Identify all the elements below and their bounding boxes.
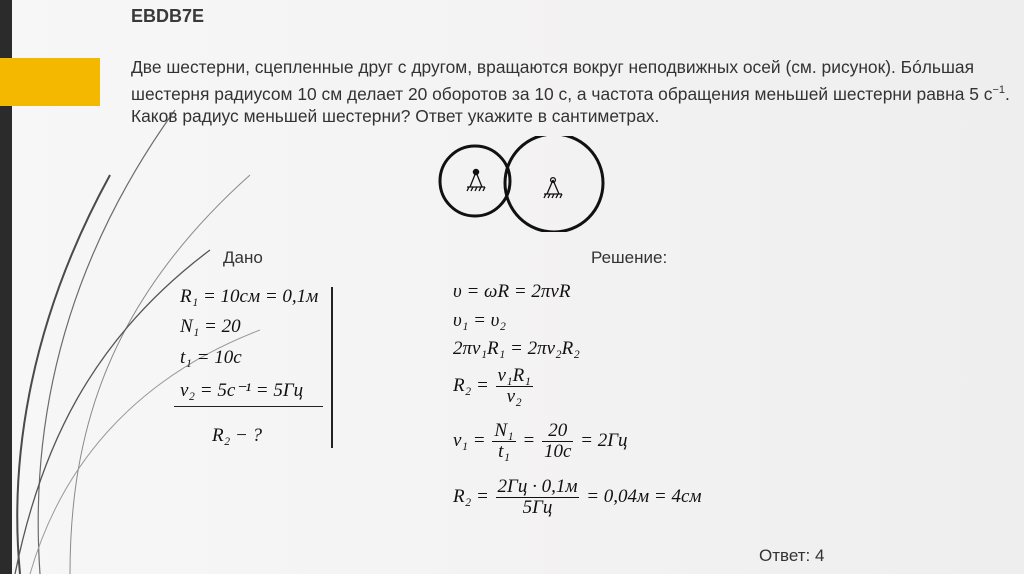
small-gear-axis-icon <box>467 169 485 191</box>
problem-text-part1: Две шестерни, сцепленные друг с другом, вращаются вокруг неподвижных осей (см. рисунок). Бóльшая шестерня радиусом 10 см делает 20 оборотов за 10 с, а частота обращения меньшей шестерни равна 5 с <box>131 57 993 104</box>
task-code: EBDB7E <box>131 6 205 26</box>
solution-line-5 <box>453 421 628 462</box>
solution-line-5-fraction-2 <box>542 421 573 462</box>
solution-line-4-fraction <box>496 366 533 407</box>
solution-line-5-numerator-1: N₁ <box>494 420 514 441</box>
solution-line-5-fraction-1 <box>492 421 515 462</box>
solution-line-5-denominator-2: 10с <box>543 441 572 462</box>
solution-line-1: υ = ωR = 2πνR <box>453 281 571 302</box>
given-n1: N₁ = 20 <box>180 316 241 337</box>
solution-line-6-numerator: 2Гц · 0,1м <box>497 476 578 497</box>
solution-line-6 <box>453 477 702 518</box>
solution-line-5-result: = 2Гц <box>580 429 628 451</box>
solution-line-4-numerator: ν₁R₁ <box>497 365 531 386</box>
solution-line-5-lhs: ν₁ = <box>453 429 486 451</box>
large-gear <box>505 136 603 232</box>
solution-label: Решение: <box>591 248 668 267</box>
large-gear-axis-icon <box>544 178 562 198</box>
problem-text <box>131 56 1011 128</box>
small-gear <box>440 146 510 216</box>
solution-line-6-denominator: 5Гц <box>522 497 553 518</box>
solution-line-4-denominator: ν₂ <box>506 386 522 407</box>
problem-exponent: −1 <box>992 83 1005 96</box>
solution-line-5-denominator-1: t₁ <box>498 441 510 462</box>
gears-figure <box>436 136 606 232</box>
solution-line-6-result: = 0,04м = 4см <box>586 485 702 507</box>
problem-text-part2: . Каков радиус меньшей шестерни? Ответ укажите в сантиметрах. <box>131 83 1010 126</box>
solution-line-5-numerator-2: 20 <box>542 421 573 442</box>
solution-line-4 <box>453 366 535 407</box>
solution-line-6-fraction <box>496 477 580 518</box>
solution-line-5-equals: = <box>522 429 536 451</box>
given-divider <box>331 287 333 448</box>
given-nu2: ν₂ = 5с⁻¹ = 5Гц <box>180 380 304 401</box>
solution-line-4-lhs: R₂ = <box>453 374 489 396</box>
given-find: R₂ − ? <box>212 425 263 446</box>
given-underline <box>174 406 323 407</box>
answer-text: Ответ: 4 <box>759 546 825 565</box>
given-t1: t₁ = 10с <box>180 347 242 368</box>
solution-line-2: υ₁ = υ₂ <box>453 310 506 331</box>
solution-line-3: 2πν₁R₁ = 2πν₂R₂ <box>453 338 580 359</box>
accent-tab <box>0 58 100 106</box>
given-label: Дано <box>223 248 263 267</box>
solution-line-6-lhs: R₂ = <box>453 485 489 507</box>
given-r1: R₁ = 10см = 0,1м <box>180 286 319 307</box>
